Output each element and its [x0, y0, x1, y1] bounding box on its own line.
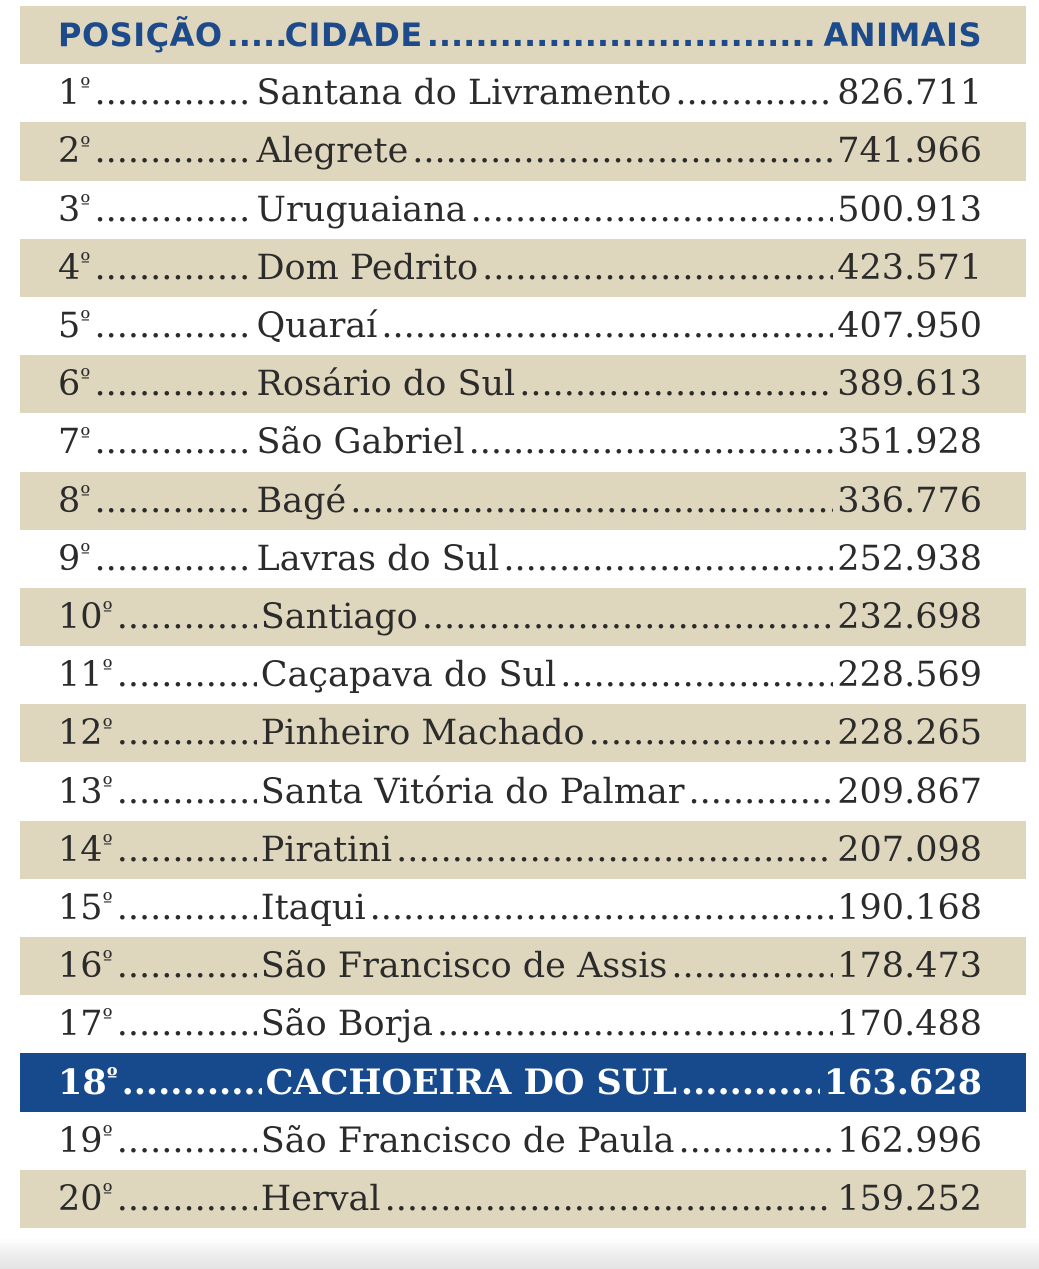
- rank-position: [58, 364, 90, 404]
- rank-number: 15: [58, 887, 103, 928]
- table-row: [20, 762, 1026, 820]
- rank-position: [58, 131, 90, 171]
- table-row: [20, 821, 1026, 879]
- leader-dots: [350, 481, 833, 521]
- city-name: São Gabriel: [256, 422, 465, 463]
- leader-dots: [675, 73, 833, 113]
- header-animals: ANIMAIS: [823, 16, 982, 55]
- animal-count: 500.913: [837, 189, 982, 230]
- rank-number: 17: [58, 1004, 103, 1045]
- city-name: Santana do Livramento: [256, 73, 672, 114]
- animal-count: 163.628: [823, 1061, 982, 1103]
- table-row: [20, 122, 1026, 180]
- city-name: São Francisco de Assis: [260, 946, 668, 987]
- ordinal-indicator: º: [106, 1064, 118, 1090]
- leader-dots: [437, 1004, 833, 1044]
- animal-count: 741.966: [837, 131, 982, 172]
- table-row: [20, 64, 1026, 122]
- leader-dots: [117, 597, 257, 637]
- city-name: Bagé: [256, 480, 347, 521]
- rank-number: 16: [58, 946, 103, 987]
- animal-count: 336.776: [837, 480, 982, 521]
- rank-number: 12: [58, 713, 103, 754]
- leader-dots: [471, 190, 834, 230]
- table-row: [20, 704, 1026, 762]
- rank-number: 2: [58, 131, 81, 172]
- leader-dots: [427, 16, 820, 54]
- leader-dots: [681, 1062, 820, 1103]
- table-row-highlighted: [20, 1053, 1026, 1111]
- table-row: [20, 355, 1026, 413]
- city-name: Lavras do Sul: [256, 538, 500, 579]
- table-row: [20, 1112, 1026, 1170]
- rank-position: [58, 190, 90, 230]
- leader-dots: [482, 248, 833, 288]
- ordinal-indicator: º: [102, 714, 113, 740]
- leader-dots: [589, 713, 834, 753]
- ordinal-indicator: º: [80, 365, 91, 391]
- leader-dots: [117, 655, 257, 695]
- ordinal-indicator: º: [102, 1121, 113, 1147]
- ordinal-indicator: º: [102, 656, 113, 682]
- animal-count: 252.938: [837, 538, 982, 579]
- leader-dots: [519, 364, 833, 404]
- city-name: Alegrete: [256, 131, 409, 172]
- ordinal-indicator: º: [102, 1005, 113, 1031]
- table-row: [20, 995, 1026, 1053]
- rank-number: 9: [58, 538, 81, 579]
- header-position: POSIÇÃO: [58, 16, 223, 55]
- rank-number: 7: [58, 422, 81, 463]
- table-header: [20, 6, 1026, 64]
- table-row: [20, 239, 1026, 297]
- leader-dots: [94, 190, 252, 230]
- animal-count: 232.698: [837, 596, 982, 637]
- rank-position: [58, 1179, 113, 1219]
- rank-number: 5: [58, 306, 81, 347]
- rank-position: [58, 655, 113, 695]
- leader-dots: [94, 73, 252, 113]
- rank-number: 6: [58, 364, 81, 405]
- rank-position: [58, 422, 90, 462]
- city-name: Santiago: [260, 596, 418, 637]
- leader-dots: [94, 539, 252, 579]
- ordinal-indicator: º: [80, 307, 91, 333]
- table-row: [20, 530, 1026, 588]
- animal-count: 190.168: [837, 887, 982, 928]
- leader-dots: [94, 306, 252, 346]
- leader-dots: [94, 422, 252, 462]
- rank-position: [58, 248, 90, 288]
- rank-number: 10: [58, 596, 103, 637]
- rank-position: [58, 1062, 118, 1103]
- leader-dots: [94, 481, 252, 521]
- rank-number: 20: [58, 1178, 103, 1219]
- leader-dots: [381, 306, 833, 346]
- leader-dots: [560, 655, 833, 695]
- leader-dots: [678, 1121, 833, 1161]
- animal-count: 159.252: [837, 1178, 982, 1219]
- leader-dots: [94, 364, 252, 404]
- rank-number: 11: [58, 655, 103, 696]
- rank-number: 14: [58, 829, 103, 870]
- ordinal-indicator: º: [80, 539, 91, 565]
- leader-dots: [671, 946, 833, 986]
- leader-dots: [385, 1179, 834, 1219]
- rank-number: 3: [58, 189, 81, 230]
- leader-dots: [122, 1062, 262, 1103]
- table-row: [20, 588, 1026, 646]
- table-row: [20, 937, 1026, 995]
- animal-count: 228.265: [837, 713, 982, 754]
- ordinal-indicator: º: [102, 889, 113, 915]
- leader-dots: [117, 1121, 257, 1161]
- city-name: Itaqui: [260, 887, 366, 928]
- rank-position: [58, 539, 90, 579]
- leader-dots: [117, 713, 257, 753]
- ordinal-indicator: º: [102, 1180, 113, 1205]
- table-body: [20, 64, 1026, 1228]
- rank-position: [58, 481, 90, 521]
- table-row: [20, 297, 1026, 355]
- rank-position: [58, 713, 113, 753]
- table-row: [20, 181, 1026, 239]
- leader-dots: [469, 422, 834, 462]
- leader-dots: [396, 830, 833, 870]
- animal-count: 178.473: [837, 946, 982, 987]
- rank-position: [58, 1121, 113, 1161]
- table-row: [20, 1170, 1026, 1228]
- animal-count: 207.098: [837, 829, 982, 870]
- leader-dots: [117, 772, 257, 812]
- leader-dots: [94, 131, 252, 171]
- leader-dots: [689, 772, 834, 812]
- leader-dots: [94, 248, 252, 288]
- animal-count: 162.996: [837, 1120, 982, 1161]
- ordinal-indicator: º: [102, 830, 113, 856]
- rank-number: 4: [58, 247, 81, 288]
- table-row: [20, 646, 1026, 704]
- leader-dots: [412, 131, 833, 171]
- rank-position: [58, 830, 113, 870]
- rank-position: [58, 306, 90, 346]
- animal-count: 389.613: [837, 364, 982, 405]
- rank-position: [58, 772, 113, 812]
- rank-position: [58, 946, 113, 986]
- leader-dots: [117, 830, 257, 870]
- rank-position: [58, 1004, 113, 1044]
- animal-count: 826.711: [837, 73, 982, 114]
- city-name: Quaraí: [256, 306, 378, 347]
- rank-position: [58, 888, 113, 928]
- city-name: Piratini: [260, 829, 393, 870]
- rank-position: [58, 73, 90, 113]
- ranking-table: [20, 6, 1026, 1228]
- leader-dots: [422, 597, 834, 637]
- animal-count: 407.950: [837, 306, 982, 347]
- animal-count: 423.571: [837, 247, 982, 288]
- city-name: Herval: [260, 1178, 381, 1219]
- ordinal-indicator: º: [80, 249, 91, 274]
- ordinal-indicator: º: [80, 481, 91, 507]
- city-name: Uruguaiana: [256, 189, 467, 230]
- city-name: Dom Pedrito: [256, 247, 479, 288]
- leader-dots: [117, 1004, 257, 1044]
- table-row: [20, 472, 1026, 530]
- animal-count: 209.867: [837, 771, 982, 812]
- city-name: Pinheiro Machado: [260, 713, 585, 754]
- leader-dots: [117, 888, 257, 928]
- leader-dots: [503, 539, 833, 579]
- rank-number: 1: [58, 73, 81, 114]
- city-name: CACHOEIRA DO SUL: [265, 1061, 677, 1103]
- city-name: São Borja: [260, 1004, 434, 1045]
- city-name: Rosário do Sul: [256, 364, 516, 405]
- ordinal-indicator: º: [80, 190, 91, 216]
- rank-number: 13: [58, 771, 103, 812]
- leader-dots: [227, 16, 285, 54]
- city-name: Caçapava do Sul: [260, 655, 557, 696]
- rank-number: 19: [58, 1120, 103, 1161]
- ordinal-indicator: º: [80, 423, 91, 449]
- page-bottom-edge: [0, 1238, 1039, 1269]
- table-row: [20, 413, 1026, 471]
- rank-position: [58, 597, 113, 637]
- city-name: São Francisco de Paula: [260, 1120, 675, 1161]
- leader-dots: [370, 888, 834, 928]
- animal-count: 170.488: [837, 1004, 982, 1045]
- animal-count: 228.569: [837, 655, 982, 696]
- header-city: CIDADE: [284, 16, 423, 55]
- leader-dots: [117, 946, 257, 986]
- ordinal-indicator: º: [102, 947, 113, 973]
- animal-count: 351.928: [837, 422, 982, 463]
- rank-number: 8: [58, 480, 81, 521]
- rank-number: 18: [58, 1061, 107, 1103]
- city-name: Santa Vitória do Palmar: [260, 771, 685, 812]
- ordinal-indicator: º: [102, 772, 113, 798]
- ordinal-indicator: º: [80, 74, 91, 100]
- table-row: [20, 879, 1026, 937]
- ordinal-indicator: º: [102, 598, 113, 624]
- ordinal-indicator: º: [80, 132, 91, 158]
- leader-dots: [117, 1179, 257, 1219]
